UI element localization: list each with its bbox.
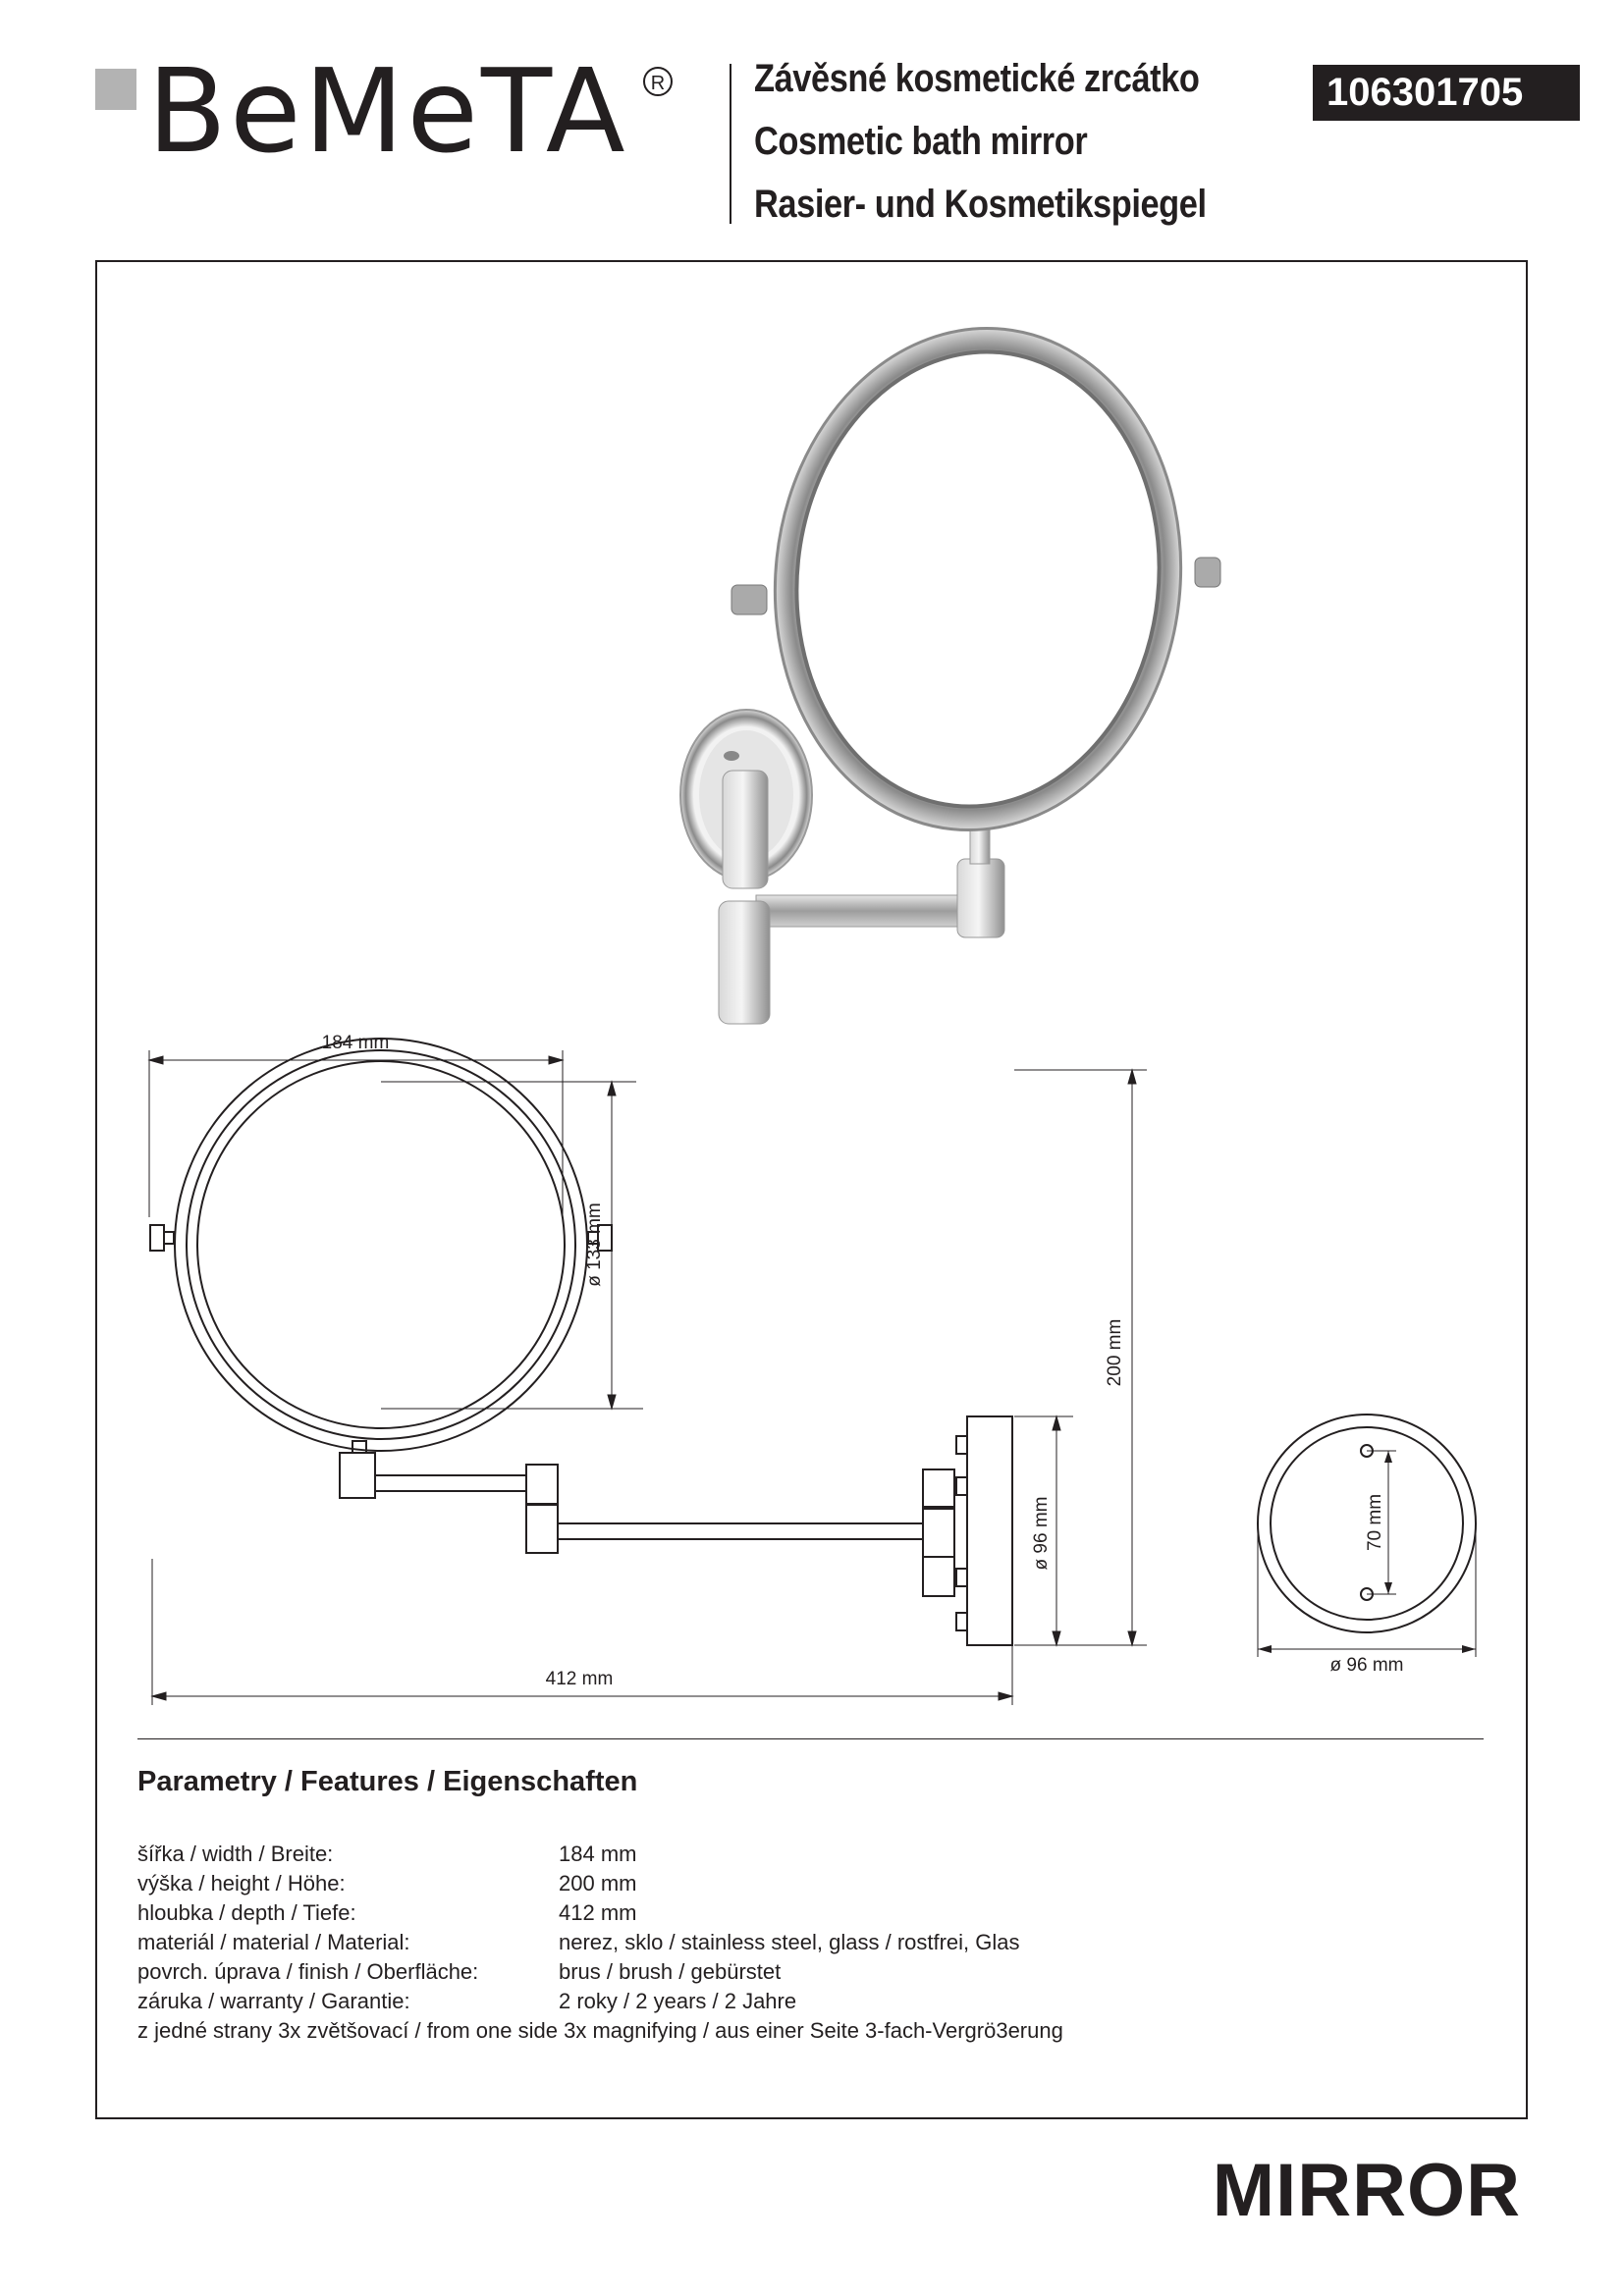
pivot-block [340,1453,375,1498]
category-label: MIRROR [1212,2149,1521,2232]
dim-hole-spacing-label: 70 mm [1365,1493,1385,1552]
arm-joint-upper [526,1465,558,1504]
product-code: 106301705 [1313,65,1580,121]
arm-joint-lower [526,1505,558,1553]
feature-value: 200 mm [559,1871,637,1896]
feature-label: povrch. úprava / finish / Oberfläche: [137,1959,479,1984]
wall-joint-lower [923,1509,954,1557]
dim-width-label: 184 mm [321,1033,390,1053]
front-view-drawing [150,1039,1012,1645]
feature-value: 2 roky / 2 years / 2 Jahre [559,1989,797,2013]
mirror-middle-ring [187,1050,575,1439]
dim-depth-label: 412 mm [545,1669,614,1689]
dim-plate-diameter-bottom-label: ø 96 mm [1329,1655,1404,1676]
features-title: Parametry / Features / Eigenschaften [137,1766,638,1797]
feature-label: šířka / width / Breite: [137,1842,334,1866]
dimension-lines [149,1050,1147,1705]
brand-logo: BeMeTA [147,43,628,179]
registered-mark-icon: R [643,67,673,96]
feature-value: 184 mm [559,1842,637,1866]
feature-note: z jedné strany 3x zvětšovací / from one side 3x magnifying / aus einer Seite 3-fach-Vergrö3erung [137,2018,1063,2043]
feature-value: brus / brush / gebürstet [559,1959,782,1984]
dim-mirror-diameter-label: ø 133 mm [584,1202,605,1287]
product-photo [680,308,1220,1024]
section-divider [137,1738,1484,1739]
mirror-outer-ring [175,1039,587,1451]
wall-joint-upper [923,1469,954,1507]
feature-label: hloubka / depth / Tiefe: [137,1900,356,1925]
title-german: Rasier- und Kosmetikspiegel [754,183,1207,226]
feature-label: výška / height / Höhe: [137,1871,346,1896]
title-english: Cosmetic bath mirror [754,120,1088,163]
title-czech: Závěsné kosmetické zrcátko [754,57,1200,100]
dim-height-label: 200 mm [1105,1318,1125,1387]
mirror-knob-left [150,1225,164,1251]
wall-plate [967,1416,1012,1645]
feature-value: 412 mm [559,1900,637,1925]
feature-label: materiál / material / Material: [137,1930,410,1954]
dim-plate-diameter-label: ø 96 mm [1031,1496,1052,1571]
feature-value: nerez, sklo / stainless steel, glass / rostfrei, Glas [559,1930,1020,1954]
mirror-glass [197,1061,565,1428]
feature-label: záruka / warranty / Garantie: [137,1989,410,2013]
